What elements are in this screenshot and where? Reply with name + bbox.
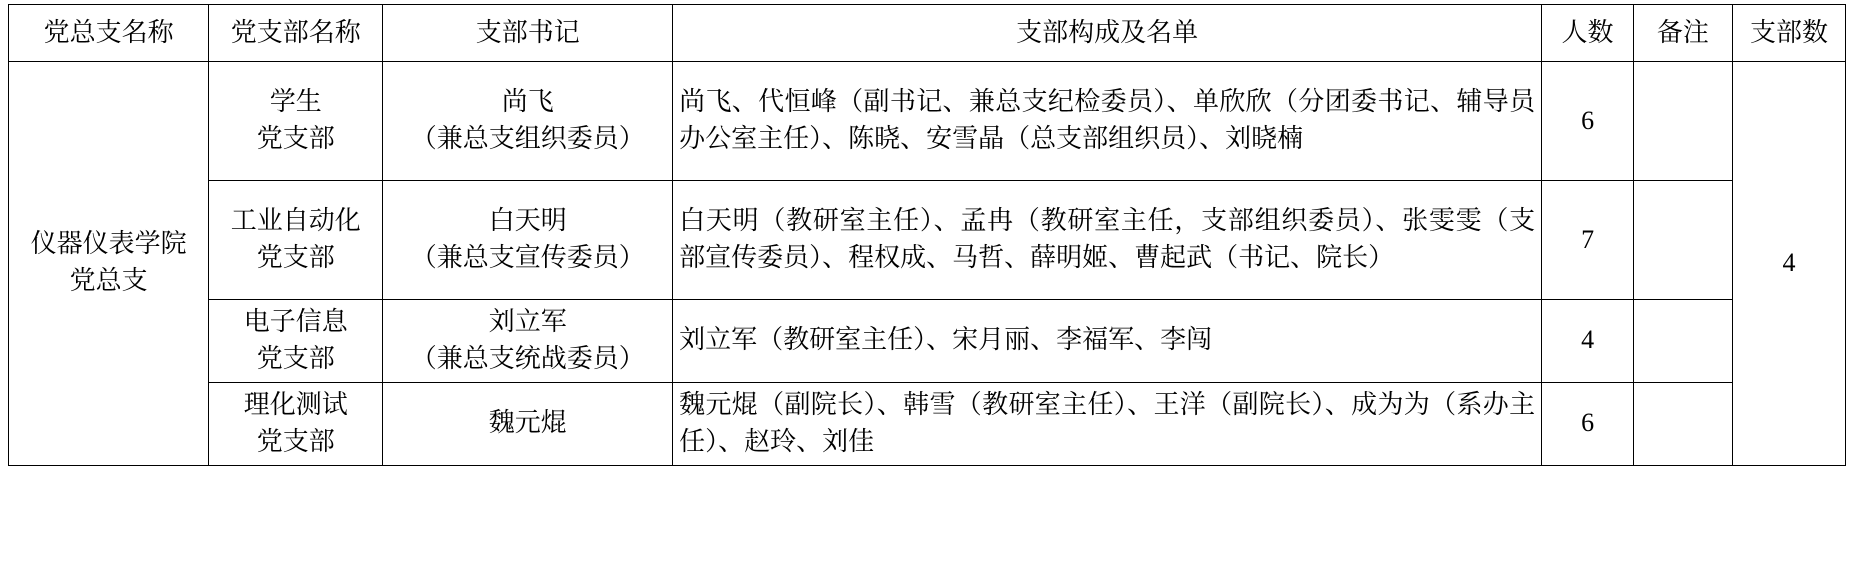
branch-secretary-cell <box>383 300 673 383</box>
party-branch-table <box>8 4 1846 466</box>
branch-secretary-name: 尚飞 <box>501 87 554 117</box>
header-branch-name: 党支部名称 <box>209 5 383 62</box>
header-branch-composition: 支部构成及名单 <box>673 5 1542 62</box>
general-branch-name-line-2: 党总支 <box>69 266 148 296</box>
remark-cell <box>1633 300 1732 383</box>
branch-members-cell: 魏元焜（副院长）、韩雪（教研室主任）、王洋（副院长）、成为为（系办主任）、赵玲、刘佳 <box>673 382 1542 465</box>
branch-secretary-name: 刘立军 <box>488 307 567 336</box>
header-branch-quantity: 支部数 <box>1732 5 1845 62</box>
branch-name-line-2: 党支部 <box>256 426 335 456</box>
member-count-cell: 7 <box>1542 181 1634 300</box>
remark-cell <box>1633 62 1732 181</box>
remark-cell <box>1633 181 1732 300</box>
table-row <box>9 62 1846 181</box>
branch-name-line-1: 工业自动化 <box>230 206 361 236</box>
branch-secretary-name: 白天明 <box>488 206 567 236</box>
table-row <box>9 181 1846 300</box>
header-branch-secretary: 支部书记 <box>383 5 673 62</box>
branch-name-line-1: 理化测试 <box>243 389 348 419</box>
branch-secretary-role: （兼总支组织委员） <box>410 124 645 153</box>
branch-secretary-role: （兼总支统战委员） <box>410 343 645 373</box>
table-header <box>9 5 1846 62</box>
remark-cell <box>1633 382 1732 465</box>
table-row <box>9 300 1846 383</box>
header-row <box>9 5 1846 62</box>
branch-name-line-1: 电子信息 <box>243 307 348 336</box>
branch-name-line-2: 党支部 <box>256 343 335 373</box>
branch-secretary-cell <box>383 382 673 465</box>
branch-name-cell <box>209 62 383 181</box>
branch-name-cell <box>209 382 383 465</box>
branch-secretary-name: 魏元焜 <box>488 408 567 438</box>
branch-members-cell: 尚飞、代恒峰（副书记、兼总支纪检委员）、单欣欣（分团委书记、辅导员办公室主任）、陈晓、安雪晶（总支部组织员）、刘晓楠 <box>673 62 1542 181</box>
header-remark: 备注 <box>1633 5 1732 62</box>
branch-name-line-1: 学生 <box>269 87 322 117</box>
branch-name-cell <box>209 181 383 300</box>
branch-name-cell <box>209 300 383 383</box>
member-count-cell: 6 <box>1542 62 1634 181</box>
branch-members-cell: 白天明（教研室主任）、孟冉（教研室主任，支部组织委员）、张雯雯（支部宣传委员）、程权成、马哲、薛明姬、曹起武（书记、院长） <box>673 181 1542 300</box>
branch-secretary-cell <box>383 62 673 181</box>
table-body <box>9 62 1846 466</box>
branch-secretary-cell <box>383 181 673 300</box>
branch-name-line-2: 党支部 <box>256 124 335 153</box>
branch-secretary-role: （兼总支宣传委员） <box>410 243 645 272</box>
general-branch-name-line-1: 仪器仪表学院 <box>30 229 187 259</box>
general-branch-name-cell <box>9 62 209 466</box>
branch-quantity-cell: 4 <box>1732 62 1845 466</box>
member-count-cell: 6 <box>1542 382 1634 465</box>
branch-name-line-2: 党支部 <box>256 243 335 272</box>
member-count-cell: 4 <box>1542 300 1634 383</box>
header-member-count: 人数 <box>1542 5 1634 62</box>
header-general-branch-name: 党总支名称 <box>9 5 209 62</box>
branch-members-cell: 刘立军（教研室主任）、宋月丽、李福军、李闯 <box>673 300 1542 383</box>
table-row <box>9 382 1846 465</box>
